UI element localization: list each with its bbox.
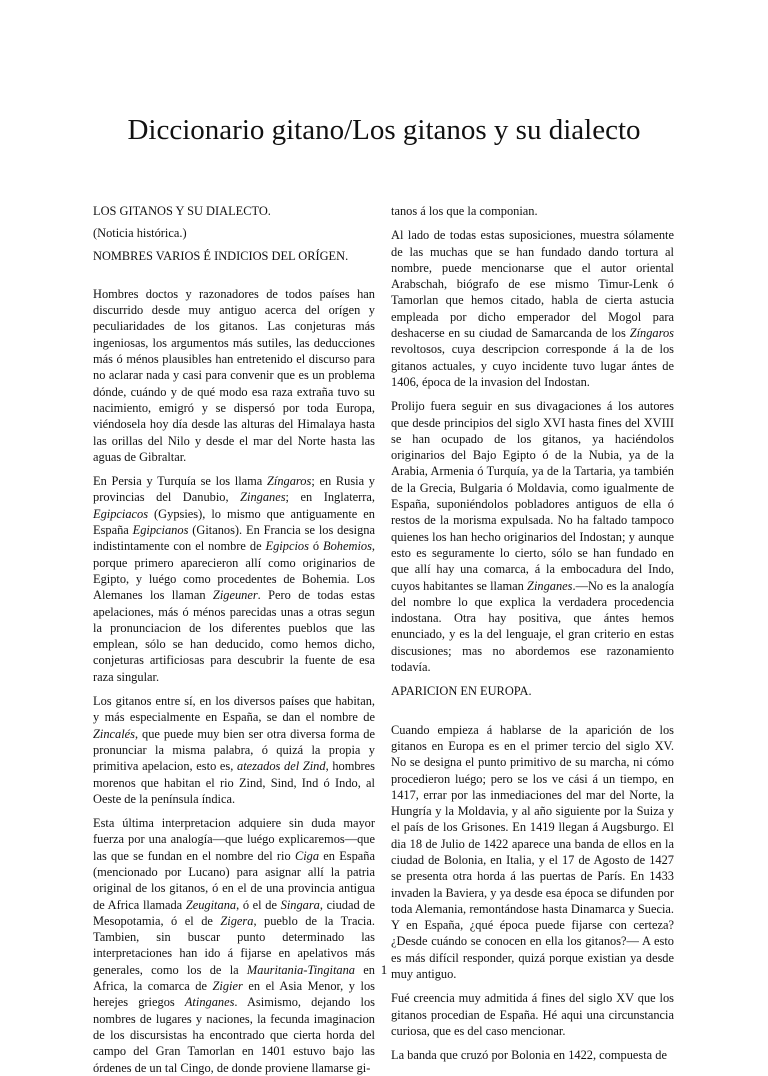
italic-term: Zíngaros xyxy=(629,326,674,341)
text-run: , hombres morenos que habitan el rio Zind, Sind, Ind ó Indo, al Oeste de la península índica. xyxy=(93,759,375,806)
italic-term: Zeugitana xyxy=(185,897,237,912)
text-run: Los gitanos entre sí, en los diversos países que habitan, y más especialmente en España, se dan el nombre de xyxy=(93,694,375,725)
text-run: . Asimismo, dejando los nombres de lugares y naciones, la fecunda imaginacion de los discursistas ha encontrado que cierta horda del campo del Gran Tamorlan en 1401 estuvo bajo las órdenes de un tal Cingo, de donde proviene llamarse gi- xyxy=(93,995,375,1075)
paragraph xyxy=(391,203,674,219)
paragraph xyxy=(391,722,674,983)
text-run: en España (mencionado por Lucano) para asignar allí la patria original de los gitanos, ó en el de una provincia antigua de Africa llamada xyxy=(93,848,376,912)
page-title: Diccionario gitano/Los gitanos y su dialecto xyxy=(127,114,641,146)
italic-term: Egipcianos xyxy=(132,523,189,538)
text-run: en el Asia Menor, y los herejes griegos xyxy=(93,979,375,1010)
paragraph xyxy=(391,227,674,390)
text-run: En Persia y Turquía se los llama xyxy=(93,474,268,489)
text-run: APARICION EN EUROPA. xyxy=(391,684,532,699)
italic-term: Atinganes xyxy=(184,995,235,1010)
text-run: ó xyxy=(308,539,324,554)
page-number: 1 xyxy=(380,962,388,977)
text-run: (Noticia histórica.) xyxy=(93,226,187,241)
text-run: (Gypsies), lo mismo que antiguamente en España xyxy=(93,506,375,538)
text-run: , que puede muy bien ser otra diversa forma de pronunciar la misma palabra, ó quizá la propia y primitiva apelacion, esto es, xyxy=(93,726,375,774)
paragraph xyxy=(93,815,375,1076)
section-heading xyxy=(93,203,375,219)
italic-term: Singara xyxy=(280,897,320,912)
text-run: .—No es la analogía del nombre lo que explica la verdadera procedencia indostana. Otra hay positiva, que ántes hemos enunciado, y es la del lenguaje, el gran criterio en estas discusiones; mas no abordemos ese razonamiento todavía. xyxy=(391,578,674,675)
paragraph xyxy=(93,286,375,465)
text-run: Al lado de todas estas suposiciones, muestra sólamente de las muchas que se han fundado dando tortura al nombre, puede mencionarse que el autor oriental Arabschah, biógrafo de ese mismo Timur-Lenk ó Tamorlan que hemos citado, habla de cierta astucia empleada por dicho emperador del Mogol para deshacerse en su ciudad de Samarcanda de los xyxy=(391,228,674,341)
text-run: Esta última interpretacion adquiere sin duda mayor fuerza por una analogía—que luégo explicaremos—que las que se fundan en el nombre del rio xyxy=(93,816,375,863)
right-text-column xyxy=(391,203,674,1063)
text-run: en Africa, la comarca de xyxy=(93,962,375,994)
text-run: NOMBRES VARIOS É INDICIOS DEL ORÍGEN. xyxy=(93,248,349,263)
left-text-column xyxy=(93,203,376,1075)
italic-term: Zíngaros xyxy=(267,474,312,489)
italic-term: Zigier xyxy=(212,979,243,994)
paragraph xyxy=(391,990,674,1039)
text-run: La banda que cruzó por Bolonia en 1422, compuesta de xyxy=(391,1048,667,1063)
text-run: . Pero de todas estas apelaciones, más ó ménos parecidas unas a otras segun la pronunciacion de los diferentes pueblos que las emplean, sólo se han deducido, como hemos dicho, conjeturas artificiosas para descubrir la fuente de esa raza singular. xyxy=(93,588,376,684)
text-run: , pueblo de la Tracia. Tambien, sin buscar punto determinado las interpretaciones han ido á fijarse en apelativos más generales, como los de la xyxy=(93,913,375,977)
text-run: , porque primero aparecieron allí como originarios de Egipto, y luégo como procedentes de Bohemia. Los Alemanes los llaman xyxy=(93,539,376,603)
italic-term: Ciga xyxy=(294,848,320,863)
text-run: , ó el de xyxy=(236,897,281,912)
text-run: LOS GITANOS Y SU DIALECTO. xyxy=(93,204,271,218)
italic-term: Zincalés xyxy=(93,726,135,741)
italic-term: Zigera xyxy=(220,913,254,928)
italic-term: Zigeuner xyxy=(212,588,258,603)
text-run: (Gitanos). En Francia se los designa indistintamente con el nombre de xyxy=(93,523,375,554)
text-run: Cuando empieza á hablarse de la aparición de los gitanos en Europa es en el primer tercio del siglo XV. No se designa el punto primitivo de su marcha, ni cómo procedieron luégo; pero se los ve cási á un tiempo, en 1417, errar por las inmediaciones del mar del Norte, la Hungría y la Moldavia, y al año siguiente por la Suiza y el país de los Grisones. En 1419 llegan á Augsburgo. El dia 18 de Julio de 1422 aparece una banda de ellos en la ciudad de Bolonia, en Italia, y el 17 de Agosto de 1427 se presenta otra horda á las puertas de París. En 1433 invaden la Baviera, y ya desde esa época se difunden por toda Alemania, remontándose hasta Dinamarca y Suecia. Y en España, ¿qué época puede fijarse con certeza? ¿Desde cuándo se conocen en ella los gitanos?— A esto es más difícil responder, quizá porque existian ya desde muy antiguo. xyxy=(391,722,674,982)
section-heading xyxy=(93,248,375,264)
italic-term: Zinganes xyxy=(527,578,573,593)
paragraph xyxy=(391,398,674,675)
text-run: , ciudad de Mesopotamia, ó el de xyxy=(93,897,375,928)
text-run: Hombres doctos y razonadores de todos países han discurrido desde muy antiguo acerca del orígen y peculiaridades de los gitanos. Las conjeturas más ingeniosas, los argumentos más sutiles, las deducciones más ó ménos plausibles han entretenido el discurso para no aclarar nada y casi para convenir que es un problema dónde, cuándo y de qué modo esa raza extraña tuvo su nacimiento, emigró y se dispersó por toda Europa, viéndosela hoy día desde las alturas del Himalaya hasta las orillas del Nilo y desde el mar del Norte hasta las aguas de Gibraltar. xyxy=(93,286,375,464)
text-run: Prolijo fuera seguir en sus divagaciones á los autores que desde principios del siglo XVI hasta fines del XVIII se han ocupado de los gitanos, ya haciéndolos originarios del Bajo Egipto ó de la Nubia, ya de la Arabia, Armenia ó Turquía, ya de la Tartaria, ya también de la Grecia, Bulgaria ó Moldavia, como igualmente de España, suponiéndolos pobladores antiguos de ella ó restos de la morisma expulsada. No ha faltado tampoco quienes los han hecho originarios del Indostan; y aunque esto es seguramente lo cierto, sólo se han fundado en que allí hay una comarca, á la embocadura del Indo, cuyos habitantes se llaman xyxy=(391,399,674,593)
italic-term: Zinganes xyxy=(240,490,286,505)
italic-term: Bohemios xyxy=(323,539,372,554)
text-run: tanos á los que la componian. xyxy=(391,204,538,218)
italic-term: Egipcios xyxy=(265,539,309,554)
paragraph xyxy=(93,473,375,685)
text-run: ; en Rusia y provincias del Danubio, xyxy=(93,474,375,505)
section-heading xyxy=(93,225,375,241)
text-run: revoltosos, cuya descripcion corresponde á la de los gitanos actuales, y cuyo incidente tuvo lugar ántes de 1406, época de la invasion del Indostan. xyxy=(391,342,674,389)
paragraph xyxy=(391,1047,674,1063)
italic-term: atezados del Zind xyxy=(237,759,326,774)
section-heading xyxy=(391,683,674,699)
paragraph xyxy=(93,693,375,807)
text-run: ; en Inglaterra, xyxy=(285,490,375,505)
italic-term: Egipciacos xyxy=(93,506,149,521)
text-run: Fué creencia muy admitida á fines del siglo XV que los gitanos procedian de España. Hé aqui una circunstancia curiosa, que es del caso mencionar. xyxy=(391,991,674,1038)
italic-term: Mauritania-Tingitana xyxy=(246,962,356,977)
